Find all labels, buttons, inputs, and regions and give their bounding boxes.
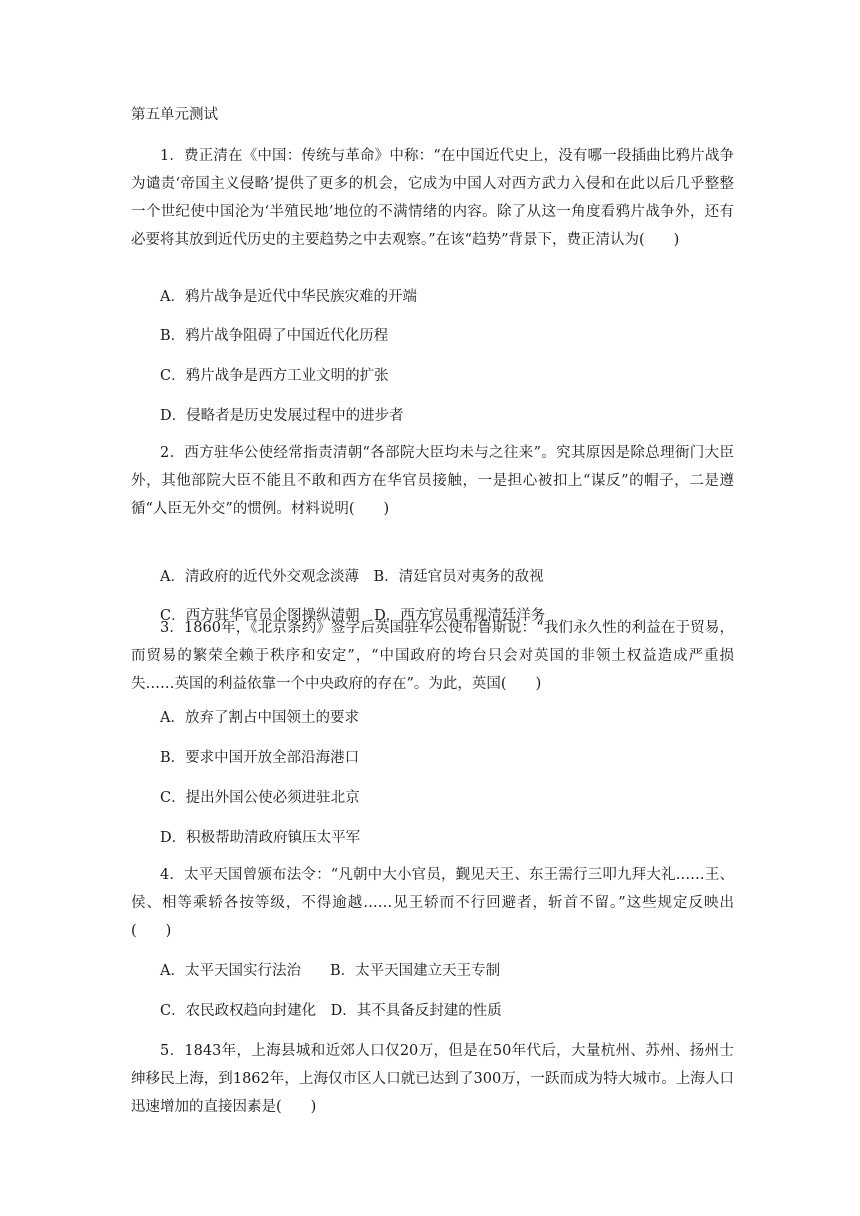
question-4-options-ab: A．太平天国实行法治 B．太平天国建立天王专制 [160,963,501,979]
question-5-stem: 5．1843年，上海县城和近郊人口仅20万，但是在50年代后，大量杭州、苏州、扬州士绅移民上海，到1862年，上海仅市区人口就已达到了300万，一跃而成为特大城市。上海人口迅速增加的直接因素是( ) [131,1043,734,1115]
question-1-option-c: C．鸦片战争是西方工业文明的扩张 [160,368,389,384]
question-3-option-d: D．积极帮助清政府镇压太平军 [160,830,361,846]
question-3-stem: 3．1860年，《北京条约》签字后英国驻华公使布鲁斯说：“我们永久性的利益在于贸易，而贸易的繁荣全赖于秩序和安定”，“中国政府的垮台只会对英国的非领土权益造成严重损失……英国的利益依靠一个中央政府的存在”。为此，英国( ) [131,620,734,692]
question-1-stem: 1．费正清在《中国：传统与革命》中称：“在中国近代史上，没有哪一段插曲比鸦片战争为谴责‘帝国主义侵略’提供了更多的机会，它成为中国人对西方武力入侵和在此以后几乎整整一个世纪使中国沦为‘半殖民地’地位的不满情绪的内容。除了从这一角度看鸦片战争外，还有必要将其放到近代历史的主要趋势之中去观察。”在该“趋势”背景下，费正清认为( ) [131,148,734,248]
question-1-option-b: B．鸦片战争阻碍了中国近代化历程 [160,328,389,344]
question-3-option-b: B．要求中国开放全部沿海港口 [160,750,360,766]
question-2-stem: 2．西方驻华公使经常指责清朝“各部院大臣均未与之往来”。究其原因是除总理衙门大臣外，其他部院大臣不能且不敢和西方在华官员接触，一是担心被扣上“谋反”的帽子，二是遵循“人臣无外交”的惯例。材料说明( ) [131,445,734,517]
question-4-stem: 4．太平天国曾颁布法令：“凡朝中大小官员，觐见天王、东王需行三叩九拜大礼……王、侯、相等乘轿各按等级，不得逾越……见王轿而不行回避者，斩首不留。”这些规定反映出( ) [131,867,734,939]
question-4-options-cd: C．农民政权趋向封建化 D．其不具备反封建的性质 [160,1003,502,1019]
question-1-option-d: D．侵略者是历史发展过程中的进步者 [160,408,404,424]
question-3-option-a: A．放弃了割占中国领土的要求 [160,710,359,726]
question-2-options-ab: A．清政府的近代外交观念淡薄 B．清廷官员对夷务的敌视 [160,569,544,585]
question-2-options-cd: C．西方驻华官员企图操纵清朝 D．西方官员重视清廷洋务 [160,608,546,624]
unit-title: 第五单元测试 [131,107,218,123]
question-3-option-c: C．提出外国公使必须进驻北京 [160,790,360,806]
question-1-option-a: A．鸦片战争是近代中华民族灾难的开端 [160,289,417,305]
